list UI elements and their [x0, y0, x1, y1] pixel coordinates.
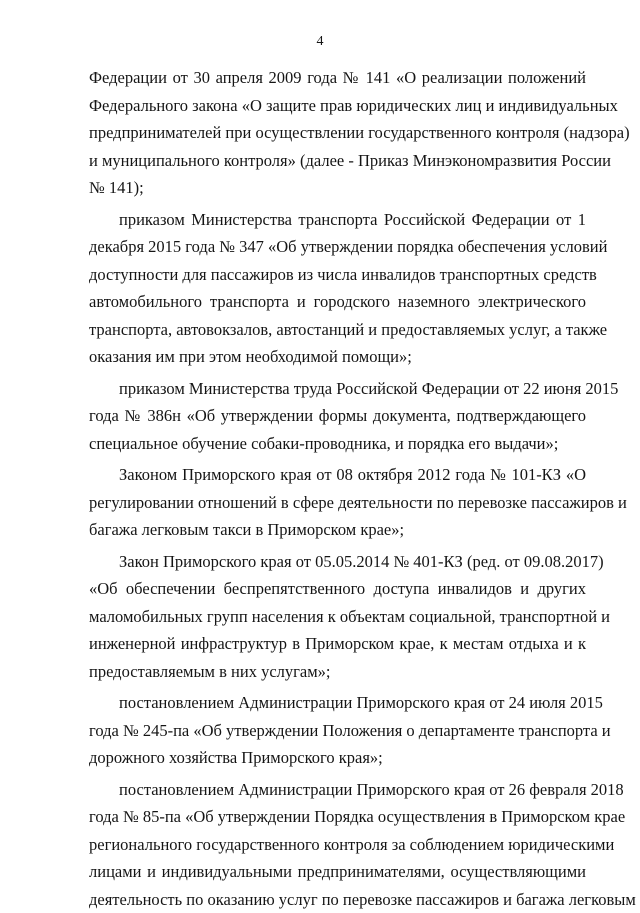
- text-line: года № 245-па «Об утверждении Положения о департаменте транспорта и: [89, 717, 586, 745]
- text-line: года № 85-па «Об утверждении Порядка осуществления в Приморском крае: [89, 803, 586, 831]
- text-line: декабря 2015 года № 347 «Об утверждении порядка обеспечения условий: [89, 233, 586, 261]
- text-line: лицами и индивидуальными предпринимателями, осуществляющими: [89, 858, 586, 886]
- paragraph-law-primorsky-401-kz: [89, 548, 586, 686]
- text-line: постановлением Администрации Приморского края от 24 июля 2015: [89, 689, 586, 717]
- text-line: года № 386н «Об утверждении формы документа, подтверждающего: [89, 402, 586, 430]
- document-body: [89, 64, 586, 913]
- text-line: регионального государственного контроля за соблюдением юридическими: [89, 831, 586, 859]
- paragraph-resolution-85-pa: [89, 776, 586, 913]
- page-number: 4: [0, 34, 640, 50]
- text-line: Закон Приморского края от 05.05.2014 № 401-КЗ (ред. от 09.08.2017): [89, 548, 586, 576]
- text-line: приказом Министерства труда Российской Федерации от 22 июня 2015: [89, 375, 586, 403]
- text-line: инженерной инфраструктур в Приморском крае, к местам отдыха и к: [89, 630, 586, 658]
- text-line: № 141);: [89, 174, 586, 202]
- paragraph-resolution-245-pa: [89, 689, 586, 772]
- text-line: предпринимателей при осуществлении государственного контроля (надзора): [89, 119, 586, 147]
- text-line: маломобильных групп населения к объектам социальной, транспортной и: [89, 603, 586, 631]
- text-line: приказом Министерства транспорта Российской Федерации от 1: [89, 206, 586, 234]
- text-line: оказания им при этом необходимой помощи»;: [89, 343, 586, 371]
- text-line: и муниципального контроля» (далее - Приказ Минэкономразвития России: [89, 147, 586, 175]
- text-line: дорожного хозяйства Приморского края»;: [89, 744, 586, 772]
- text-line: автомобильного транспорта и городского наземного электрического: [89, 288, 586, 316]
- text-line: «Об обеспечении беспрепятственного доступа инвалидов и других: [89, 575, 586, 603]
- text-line: доступности для пассажиров из числа инвалидов транспортных средств: [89, 261, 586, 289]
- text-line: предоставляемым в них услугам»;: [89, 658, 586, 686]
- text-line: постановлением Администрации Приморского края от 26 февраля 2018: [89, 776, 586, 804]
- text-line: Федерации от 30 апреля 2009 года № 141 «О реализации положений: [89, 64, 586, 92]
- text-line: Законом Приморского края от 08 октября 2012 года № 101-КЗ «О: [89, 461, 586, 489]
- text-line: транспорта, автовокзалов, автостанций и предоставляемых услуг, а также: [89, 316, 586, 344]
- paragraph-order-ministry-transport: [89, 206, 586, 371]
- text-line: деятельность по оказанию услуг по перевозке пассажиров и багажа легковым: [89, 886, 586, 913]
- text-line: багажа легковым такси в Приморском крае»;: [89, 516, 586, 544]
- text-line: Федерального закона «О защите прав юридических лиц и индивидуальных: [89, 92, 586, 120]
- text-line: регулировании отношений в сфере деятельности по перевозке пассажиров и: [89, 489, 586, 517]
- paragraph-law-primorsky-101-kz: [89, 461, 586, 544]
- paragraph-order-ministry-labour: [89, 375, 586, 458]
- text-line: специальное обучение собаки-проводника, и порядка его выдачи»;: [89, 430, 586, 458]
- paragraph-order-ministry-economic-development: [89, 64, 586, 202]
